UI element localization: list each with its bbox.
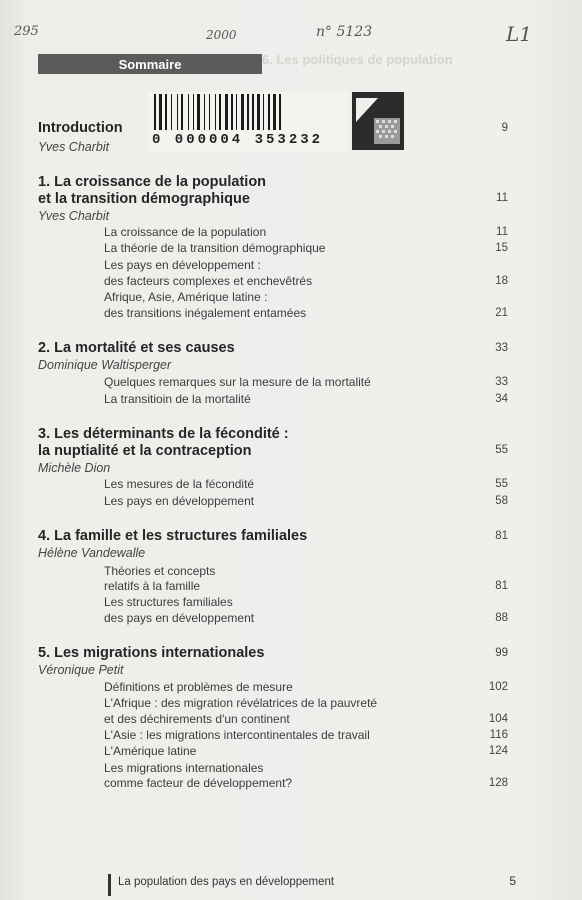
toc-item: Les structures familiales (104, 595, 233, 609)
toc-item: Les pays en développement (104, 494, 255, 508)
section-3-title-line1: 3. Les déterminants de la fécondité : (38, 426, 289, 442)
toc-item: L'Afrique : des migration révélatrices de la pauvreté (104, 696, 378, 710)
section-4-page: 81 (495, 530, 508, 542)
barcode (148, 92, 348, 152)
toc-item: Définitions et problèmes de mesure (104, 680, 293, 694)
toc-item-cont: comme facteur de développement? (104, 776, 293, 790)
section-2-author: Dominique Waltisperger (38, 358, 172, 372)
toc-item-page: 58 (495, 495, 508, 507)
handwritten-code: L1 (506, 22, 533, 46)
toc-item-page: 11 (496, 226, 508, 238)
sommaire-label: Sommaire (118, 56, 182, 72)
sommaire-header (38, 54, 262, 74)
section-1-author: Yves Charbit (38, 209, 110, 223)
section-3-page: 55 (495, 444, 508, 456)
toc-item-page: 55 (495, 478, 508, 490)
publisher-logo-icon (352, 92, 404, 150)
section-2-page: 33 (495, 342, 508, 354)
toc-item-cont: et des déchirements d'un continent (104, 712, 290, 726)
toc-item: Quelques remarques sur la mesure de la mortalité (104, 375, 371, 389)
handwritten-ref: n° 5123 (316, 24, 373, 40)
toc-item-page: 81 (495, 580, 508, 592)
section-1-title-line2: et la transition démographique (38, 191, 250, 207)
barcode-bars (148, 92, 348, 134)
section-4-author: Hélène Vandewalle (38, 546, 146, 560)
toc-item-page: 18 (495, 275, 508, 287)
toc-item-page: 15 (495, 242, 508, 254)
footer-page-number: 5 (509, 874, 516, 888)
toc-item: Les mesures de la fécondité (104, 477, 255, 491)
section-1-title-line1: 1. La croissance de la population (38, 174, 267, 190)
footer-rule (108, 874, 111, 896)
toc-item-page: 116 (489, 729, 508, 741)
toc-item-cont: des facteurs complexes et enchevêtrés (104, 274, 313, 288)
toc-item-page: 124 (488, 745, 508, 757)
toc-item-page: 21 (495, 307, 508, 319)
intro-title: Introduction (38, 120, 123, 136)
intro-page: 9 (501, 122, 508, 134)
intro-author: Yves Charbit (38, 140, 110, 154)
handwritten-number: 295 (14, 24, 39, 39)
section-3-title-line2: la nuptialité et la contraception (38, 443, 252, 459)
toc-item-page: 33 (495, 376, 508, 388)
toc-item-page: 88 (495, 612, 508, 624)
footer-book-title: La population des pays en développement (118, 876, 335, 888)
section-2-title: 2. La mortalité et ses causes (38, 340, 235, 356)
toc-item: Les pays en développement : (104, 258, 261, 272)
toc-item-cont: relatifs à la famille (104, 579, 201, 593)
section-3-author: Michèle Dion (38, 461, 111, 475)
toc-item: Théories et concepts (104, 564, 216, 578)
toc-item-page: 104 (488, 713, 508, 725)
toc-item: La théorie de la transition démographique (104, 241, 326, 255)
toc-item-cont: des transitions inégalement entamées (104, 306, 307, 320)
toc-item: La transitioin de la mortalité (104, 392, 251, 406)
section-5-title: 5. Les migrations internationales (38, 645, 265, 661)
section-5-page: 99 (495, 647, 508, 659)
toc-item-page: 34 (495, 393, 508, 405)
bleed-through-text: 6. Les politiques de population (262, 52, 453, 67)
toc-item: L'Asie : les migrations intercontinentales de travail (104, 728, 370, 742)
section-5-author: Véronique Petit (38, 663, 124, 677)
toc-item: L'Amérique latine (104, 744, 197, 758)
handwritten-year: 2000 (206, 28, 237, 42)
toc-item: Afrique, Asie, Amérique latine : (104, 290, 268, 304)
section-1-page: 11 (496, 192, 508, 204)
toc-item: La croissance de la population (104, 225, 267, 239)
toc-item-cont: des pays en développement (104, 611, 255, 625)
toc-item: Les migrations internationales (104, 761, 264, 775)
barcode-digits: 0 000004 353232 (152, 132, 324, 148)
section-4-title: 4. La famille et les structures familiales (38, 528, 308, 544)
toc-item-page: 102 (488, 681, 508, 693)
toc-item-page: 128 (488, 777, 508, 789)
